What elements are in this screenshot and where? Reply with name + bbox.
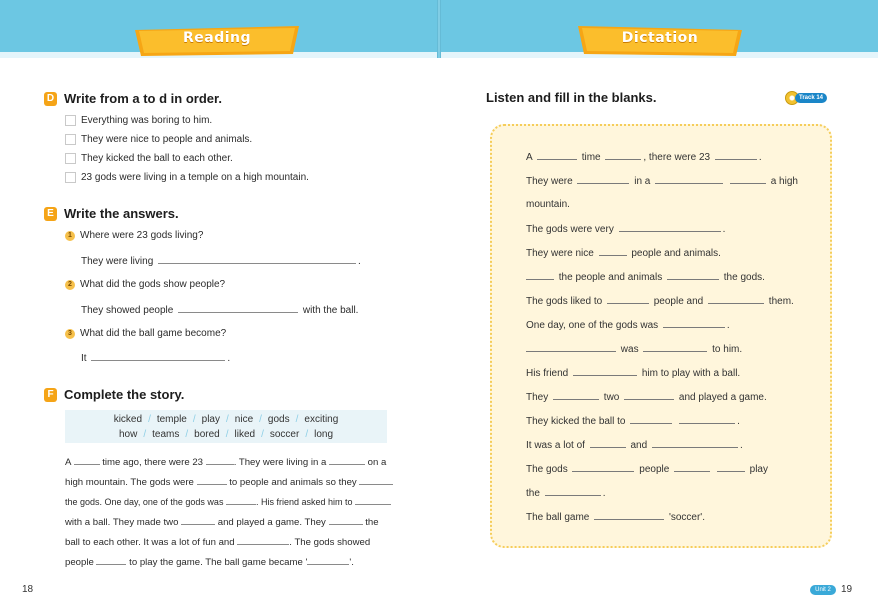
answer-prefix: They were living bbox=[81, 256, 154, 267]
dictation-text: people bbox=[639, 464, 670, 475]
story-line bbox=[65, 536, 387, 548]
story-text: and played a game. They bbox=[217, 517, 326, 528]
story-text: . His friend asked him to bbox=[255, 497, 353, 507]
word-separator: / bbox=[295, 414, 299, 425]
story-blank[interactable] bbox=[206, 456, 234, 465]
order-item bbox=[65, 115, 212, 126]
story-blank[interactable] bbox=[181, 516, 215, 525]
story-text: ball to each other. It was a lot of fun and bbox=[65, 537, 235, 548]
dictation-title: Listen and fill in the blanks. bbox=[486, 90, 657, 105]
word-bank-row bbox=[65, 414, 387, 425]
dictation-text: a high bbox=[770, 176, 798, 187]
dictation-blank[interactable] bbox=[537, 151, 577, 160]
dictation-blank[interactable] bbox=[599, 247, 627, 256]
dictation-text: mountain. bbox=[526, 199, 570, 210]
order-item-text: They were nice to people and animals. bbox=[81, 134, 253, 145]
order-item bbox=[65, 172, 309, 183]
dictation-text: him to play with a ball. bbox=[641, 368, 741, 379]
story-line bbox=[65, 476, 387, 488]
story-blank[interactable] bbox=[359, 476, 393, 485]
story-text: high mountain. The gods were bbox=[65, 477, 194, 488]
section-f-badge: F bbox=[44, 388, 57, 402]
dictation-text: in a bbox=[634, 176, 651, 187]
dictation-blank[interactable] bbox=[630, 415, 672, 424]
story-text: to people and animals so they bbox=[229, 477, 357, 488]
word-bank-row bbox=[65, 429, 387, 440]
story-blank[interactable] bbox=[329, 516, 363, 525]
dictation-text: . bbox=[758, 152, 762, 163]
word-separator: / bbox=[225, 429, 229, 440]
dictation-blank[interactable] bbox=[607, 295, 649, 304]
order-item-text: Everything was boring to him. bbox=[81, 115, 213, 126]
dictation-line bbox=[526, 199, 570, 210]
story-text: '. bbox=[349, 557, 354, 568]
dictation-text: . bbox=[737, 416, 740, 427]
story-line bbox=[65, 456, 387, 468]
dictation-line bbox=[526, 271, 765, 283]
story-blank[interactable] bbox=[197, 476, 227, 485]
page-header-band bbox=[0, 0, 878, 58]
answer-prefix: They showed people bbox=[81, 305, 174, 316]
dictation-text: They were nice bbox=[526, 248, 594, 259]
dictation-text: people and bbox=[653, 296, 704, 307]
word-bank-word: gods bbox=[267, 414, 290, 425]
dictation-text: two bbox=[603, 392, 620, 403]
dictation-text: 'soccer'. bbox=[668, 512, 705, 523]
dictation-line bbox=[526, 487, 605, 499]
reading-banner bbox=[135, 26, 299, 56]
story-line bbox=[65, 556, 387, 568]
dictation-text: the gods. bbox=[723, 272, 765, 283]
word-bank-word: temple bbox=[156, 414, 187, 425]
question bbox=[65, 279, 225, 290]
dictation-text: The gods bbox=[526, 464, 568, 475]
dictation-blank[interactable] bbox=[624, 391, 674, 400]
story-text: the gods. One day, one of the gods was bbox=[65, 497, 224, 507]
story-blank[interactable] bbox=[226, 496, 256, 505]
dictation-line bbox=[526, 319, 730, 331]
answer-checkbox[interactable] bbox=[65, 172, 76, 183]
story-text: with a ball. They made two bbox=[65, 517, 179, 528]
word-bank-word: exciting bbox=[304, 414, 339, 425]
word-separator: / bbox=[192, 414, 196, 425]
dictation-blank[interactable] bbox=[545, 487, 601, 496]
dictation-line bbox=[526, 295, 794, 307]
answer-blank[interactable] bbox=[91, 352, 225, 361]
dictation-text: and bbox=[630, 440, 648, 451]
dictation-line bbox=[526, 367, 740, 379]
dictation-line bbox=[526, 463, 768, 475]
dictation-line bbox=[526, 391, 767, 403]
dictation-text: The gods liked to bbox=[526, 296, 603, 307]
word-separator: / bbox=[143, 429, 147, 440]
story-blank[interactable] bbox=[74, 456, 100, 465]
dictation-line bbox=[526, 511, 705, 523]
answer-checkbox[interactable] bbox=[65, 134, 76, 145]
dictation-blank[interactable] bbox=[573, 367, 637, 376]
story-text: . They were living in a bbox=[233, 457, 327, 468]
order-item-text: They kicked the ball to each other. bbox=[81, 153, 233, 164]
dictation-text: time bbox=[581, 152, 601, 163]
story-blank[interactable] bbox=[237, 536, 289, 545]
dictation-text: to him. bbox=[712, 344, 743, 355]
question-number: 3 bbox=[65, 329, 75, 339]
story-text: A bbox=[65, 457, 71, 468]
story-blank[interactable] bbox=[96, 556, 126, 565]
question-number: 2 bbox=[65, 280, 75, 290]
section-e-title: Write the answers. bbox=[64, 206, 179, 221]
dictation-text: , there were 23 bbox=[643, 152, 711, 163]
story-line bbox=[65, 516, 387, 528]
story-text: . The gods showed bbox=[289, 537, 371, 548]
dictation-text: . bbox=[739, 440, 743, 451]
word-bank-word: liked bbox=[234, 429, 256, 440]
answer-line bbox=[81, 255, 361, 267]
audio-track-button[interactable] bbox=[785, 92, 827, 104]
word-bank-word: soccer bbox=[269, 429, 300, 440]
word-bank-word: long bbox=[314, 429, 333, 440]
section-d-badge: D bbox=[44, 92, 57, 106]
story-blank[interactable] bbox=[307, 556, 349, 565]
dictation-blank[interactable] bbox=[663, 319, 725, 328]
word-separator: / bbox=[185, 429, 189, 440]
word-bank-word: how bbox=[118, 429, 138, 440]
dictation-blank[interactable] bbox=[553, 391, 599, 400]
question-number: 1 bbox=[65, 231, 75, 241]
dictation-blank[interactable] bbox=[715, 151, 757, 160]
question bbox=[65, 328, 226, 339]
page-number-right: 19 bbox=[841, 584, 853, 595]
answer-prefix: It bbox=[81, 353, 87, 364]
dictation-text: It was a lot of bbox=[526, 440, 585, 451]
answer-checkbox[interactable] bbox=[65, 153, 76, 164]
dictation-text: . bbox=[722, 224, 726, 235]
dictation-blank[interactable] bbox=[619, 223, 721, 232]
section-e-header bbox=[44, 206, 179, 221]
question bbox=[65, 230, 203, 241]
order-item bbox=[65, 134, 252, 145]
dictation-blank[interactable] bbox=[590, 439, 626, 448]
dictation-text: was bbox=[620, 344, 639, 355]
story-text: on a bbox=[367, 457, 387, 468]
dictation-text: the bbox=[526, 488, 540, 499]
dictation-line bbox=[526, 343, 742, 355]
dictation-blank[interactable] bbox=[526, 271, 554, 280]
dictation-blank[interactable] bbox=[655, 175, 723, 184]
reading-banner-label: Reading bbox=[182, 30, 252, 46]
dictation-text: They kicked the ball to bbox=[526, 416, 626, 427]
dictation-line bbox=[526, 223, 725, 235]
answer-suffix: . bbox=[358, 256, 361, 267]
dictation-text: The ball game bbox=[526, 512, 590, 523]
answer-blank[interactable] bbox=[158, 255, 356, 264]
dictation-blank[interactable] bbox=[679, 415, 735, 424]
dictation-blank[interactable] bbox=[674, 463, 710, 472]
dictation-blank[interactable] bbox=[605, 151, 641, 160]
dictation-text: His friend bbox=[526, 368, 569, 379]
story-blank[interactable] bbox=[329, 456, 365, 465]
word-bank bbox=[65, 410, 387, 443]
dictation-text: and played a game. bbox=[678, 392, 767, 403]
dictation-text: A bbox=[526, 152, 533, 163]
dictation-blank[interactable] bbox=[526, 343, 616, 352]
dictation-box bbox=[490, 124, 832, 548]
story-text: the bbox=[365, 517, 379, 528]
question-text: What did the gods show people? bbox=[80, 279, 226, 290]
dictation-text: They bbox=[526, 392, 549, 403]
answer-line bbox=[81, 304, 358, 316]
question-text: Where were 23 gods living? bbox=[80, 230, 204, 241]
section-d-title: Write from a to d in order. bbox=[64, 91, 222, 106]
order-item-text: 23 gods were living in a temple on a high mountain. bbox=[81, 172, 309, 183]
order-item bbox=[65, 153, 233, 164]
word-separator: / bbox=[226, 414, 229, 425]
story-text: ' bbox=[305, 557, 308, 568]
dictation-blank[interactable] bbox=[643, 343, 707, 352]
dictation-text: The gods were very bbox=[526, 224, 614, 235]
dictation-text: One day, one of the gods was bbox=[526, 320, 659, 331]
word-separator: / bbox=[261, 429, 264, 440]
dictation-line bbox=[526, 151, 762, 163]
unit-badge: Unit 2 bbox=[810, 585, 836, 595]
answer-suffix: . bbox=[227, 353, 231, 364]
dictation-text: They were bbox=[526, 176, 573, 187]
word-bank-word: teams bbox=[152, 429, 180, 440]
dictation-blank[interactable] bbox=[572, 463, 634, 472]
dictation-blank[interactable] bbox=[730, 175, 766, 184]
dictation-blank[interactable] bbox=[717, 463, 745, 472]
dictation-blank[interactable] bbox=[667, 271, 719, 280]
dictation-blank[interactable] bbox=[594, 511, 664, 520]
page-number-left: 18 bbox=[22, 584, 34, 595]
dictation-text: . bbox=[726, 320, 730, 331]
dictation-line bbox=[526, 247, 721, 259]
answer-checkbox[interactable] bbox=[65, 115, 76, 126]
section-f-title: Complete the story. bbox=[64, 387, 185, 402]
dictation-line bbox=[526, 415, 740, 427]
story-text: to play the game. The ball game became bbox=[129, 557, 303, 568]
dictation-blank[interactable] bbox=[708, 295, 764, 304]
page-fold bbox=[437, 0, 441, 58]
word-separator: / bbox=[305, 429, 309, 440]
story-text: people bbox=[65, 557, 94, 568]
story-line bbox=[65, 496, 387, 507]
dictation-text: . bbox=[602, 488, 606, 499]
dictation-blank[interactable] bbox=[577, 175, 629, 184]
dictation-line bbox=[526, 439, 743, 451]
word-separator: / bbox=[148, 414, 151, 425]
answer-suffix: with the ball. bbox=[302, 305, 359, 316]
section-e-badge: E bbox=[44, 207, 57, 221]
question-text: What did the ball game become? bbox=[80, 328, 227, 339]
dictation-text: people and animals. bbox=[631, 248, 721, 259]
dictation-line bbox=[526, 175, 798, 187]
word-bank-word: nice bbox=[234, 414, 254, 425]
answer-line bbox=[81, 352, 230, 364]
section-f-header bbox=[44, 387, 184, 402]
dictation-banner-label: Dictation bbox=[621, 30, 699, 46]
word-bank-word: kicked bbox=[113, 414, 143, 425]
story-text: time ago, there were 23 bbox=[102, 457, 204, 468]
dictation-text: them. bbox=[768, 296, 794, 307]
answer-blank[interactable] bbox=[178, 304, 298, 313]
dictation-text: play bbox=[749, 464, 768, 475]
story-blank[interactable] bbox=[355, 496, 391, 505]
dictation-banner bbox=[578, 26, 742, 56]
word-separator: / bbox=[259, 414, 262, 425]
word-bank-word: bored bbox=[194, 429, 220, 440]
dictation-blank[interactable] bbox=[652, 439, 738, 448]
dictation-text: the people and animals bbox=[558, 272, 663, 283]
word-bank-word: play bbox=[201, 414, 220, 425]
section-d-header bbox=[44, 91, 222, 106]
track-label: Track 14 bbox=[795, 93, 827, 103]
